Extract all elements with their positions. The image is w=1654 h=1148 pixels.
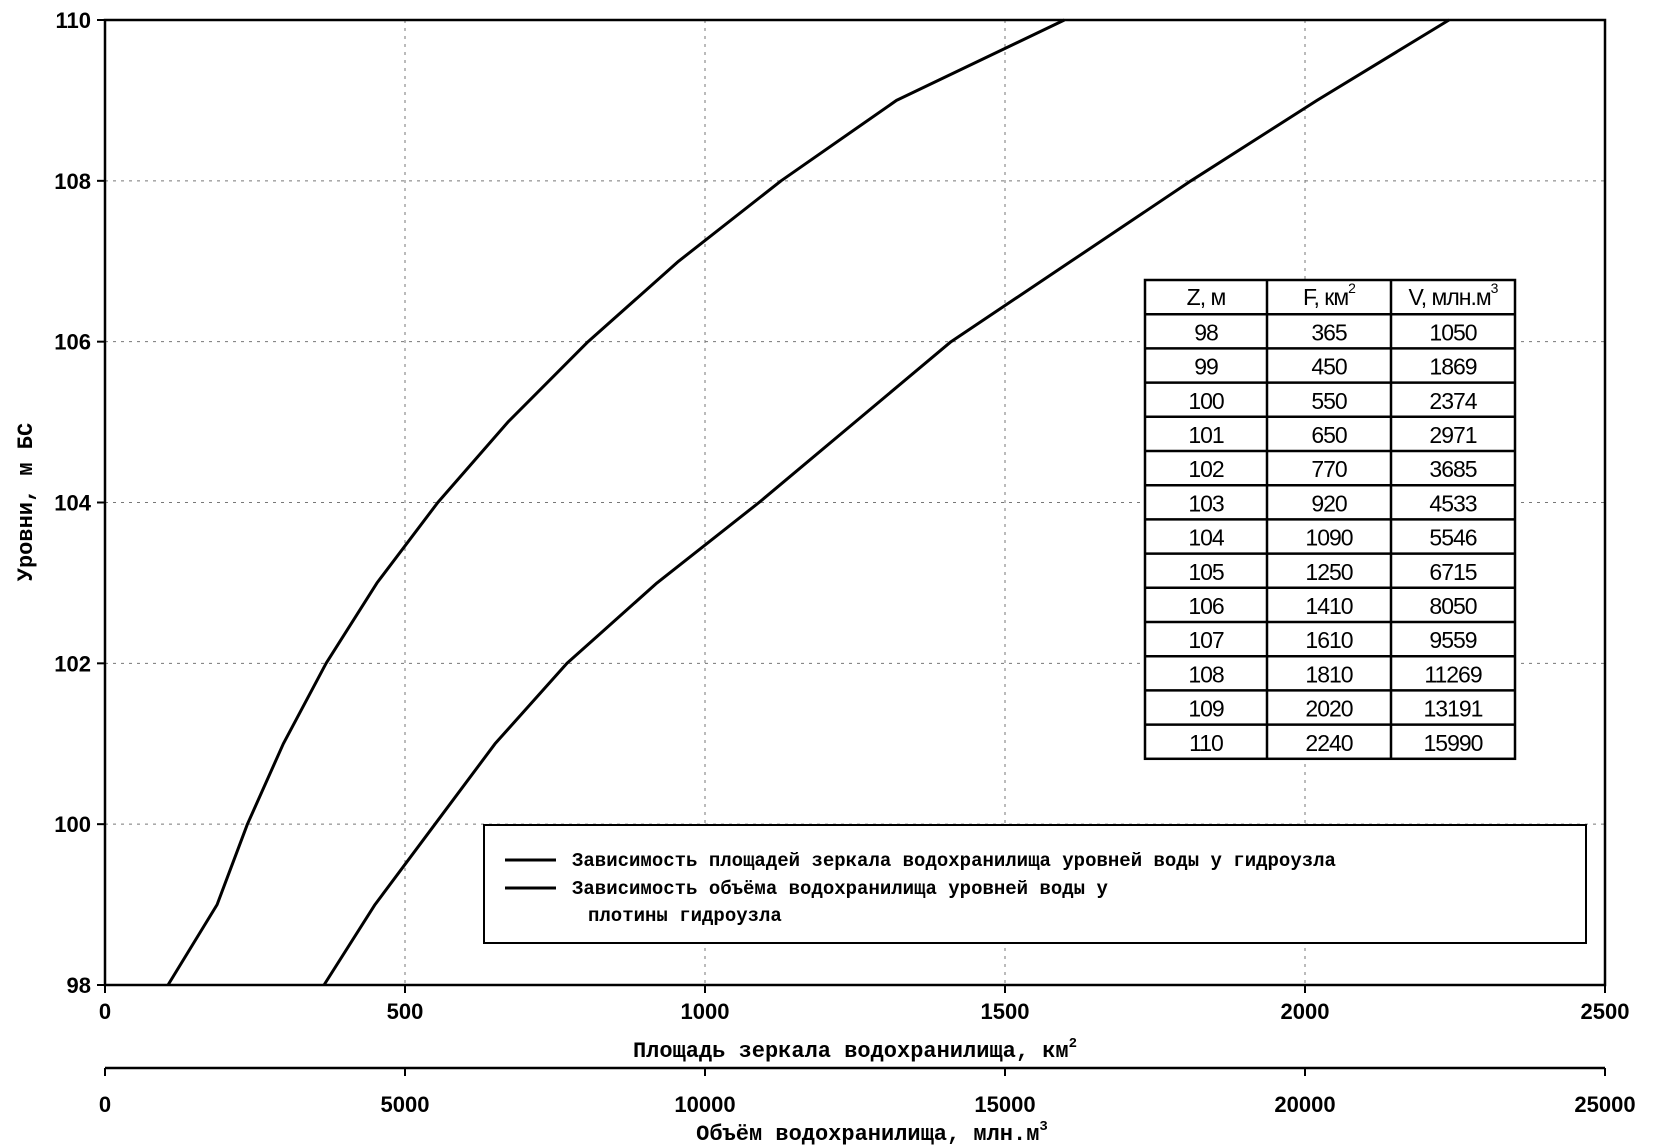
table-cell: 99 bbox=[1194, 353, 1218, 380]
x-volume-tick-label: 25000 bbox=[1574, 1092, 1636, 1117]
table-cell: 450 bbox=[1311, 353, 1347, 380]
x-volume-tick-label: 5000 bbox=[380, 1092, 430, 1117]
legend-entry-text: плотины гидроузла bbox=[588, 905, 782, 927]
table-cell: 5546 bbox=[1429, 524, 1477, 551]
x-area-tick-label: 500 bbox=[386, 999, 424, 1024]
x-area-tick-label: 1500 bbox=[980, 999, 1030, 1024]
table-cell: 106 bbox=[1188, 593, 1224, 619]
y-tick-label: 108 bbox=[54, 168, 91, 194]
table-header-cell: Z, м bbox=[1186, 284, 1226, 311]
data-table bbox=[1145, 280, 1515, 759]
table-cell: 8050 bbox=[1429, 593, 1477, 619]
table-cell: 98 bbox=[1194, 319, 1218, 346]
table-cell: 1050 bbox=[1429, 319, 1477, 346]
table-cell: 101 bbox=[1188, 422, 1224, 448]
table-cell: 100 bbox=[1188, 387, 1224, 414]
table-cell: 103 bbox=[1188, 490, 1224, 517]
x-axis-area-title: Площадь зеркала водохранилища, $км^2$ bbox=[632, 1036, 1078, 1064]
table-cell: 102 bbox=[1188, 456, 1224, 483]
x-area-tick-label: 0 bbox=[98, 999, 112, 1024]
x-volume-tick-label: 20000 bbox=[1274, 1092, 1336, 1117]
legend-entry-text: Зависимость площадей зеркала водохранилища уровней воды у гидроузла bbox=[572, 850, 1336, 872]
table-cell: 2971 bbox=[1429, 422, 1477, 448]
table-cell: 2020 bbox=[1305, 695, 1353, 722]
table-cell: 13191 bbox=[1423, 695, 1483, 722]
table-cell: 1869 bbox=[1429, 353, 1477, 380]
table-header-cell: F, $км^2$ bbox=[1303, 280, 1355, 311]
table-cell: 1410 bbox=[1305, 593, 1353, 619]
y-tick-label: 100 bbox=[54, 812, 91, 838]
table-cell: 365 bbox=[1311, 319, 1347, 346]
table-cell: 2374 bbox=[1429, 387, 1477, 414]
y-tick-label: 104 bbox=[54, 490, 91, 516]
table-cell: 11269 bbox=[1424, 661, 1482, 688]
y-axis-title: Уровни, м БС bbox=[14, 422, 39, 582]
x-axis-area-ticks bbox=[99, 985, 1630, 1024]
x-volume-tick-label: 15000 bbox=[974, 1092, 1036, 1117]
table-cell: 6715 bbox=[1429, 558, 1477, 585]
y-tick-label: 106 bbox=[54, 329, 91, 355]
table-cell: 550 bbox=[1311, 387, 1347, 414]
x-area-tick-label: 2000 bbox=[1280, 999, 1330, 1024]
x-axis-volume-ticks bbox=[99, 1068, 1636, 1117]
y-tick-label: 110 bbox=[55, 8, 91, 33]
table-cell: 107 bbox=[1188, 627, 1224, 654]
table-cell: 15990 bbox=[1423, 729, 1483, 756]
x-area-tick-label: 2500 bbox=[1580, 999, 1630, 1024]
table-cell: 3685 bbox=[1429, 456, 1477, 483]
table-cell: 108 bbox=[1188, 661, 1224, 688]
x-axis-volume-title: Объём водохранилища, $млн.м^3$ bbox=[696, 1119, 1048, 1147]
table-cell: 920 bbox=[1311, 490, 1347, 517]
table-cell: 104 bbox=[1188, 524, 1224, 551]
table-cell: 9559 bbox=[1429, 627, 1477, 654]
x-volume-tick-label: 10000 bbox=[674, 1092, 736, 1117]
table-cell: 1250 bbox=[1305, 558, 1353, 585]
table-cell: 2240 bbox=[1305, 729, 1353, 756]
table-cell: 1090 bbox=[1305, 524, 1353, 551]
y-tick-label: 98 bbox=[66, 973, 91, 998]
table-cell: 105 bbox=[1188, 558, 1224, 585]
table-cell: 770 bbox=[1311, 456, 1347, 483]
table-header-cell: V, $млн.м^3$ bbox=[1408, 280, 1498, 311]
table-cell: 650 bbox=[1311, 422, 1347, 448]
table-cell: 1610 bbox=[1305, 627, 1353, 654]
table-cell: 4533 bbox=[1429, 490, 1477, 517]
table-cell: 109 bbox=[1188, 695, 1224, 722]
legend bbox=[484, 825, 1586, 943]
table-cell: 1810 bbox=[1305, 661, 1353, 688]
table-cell: 110 bbox=[1189, 729, 1223, 756]
y-tick-label: 102 bbox=[54, 651, 91, 677]
x-volume-tick-label: 0 bbox=[98, 1092, 112, 1117]
legend-entry-text: Зависимость объёма водохранилища уровней воды у bbox=[572, 878, 1108, 900]
x-area-tick-label: 1000 bbox=[680, 999, 730, 1024]
y-axis-ticks bbox=[54, 8, 105, 998]
